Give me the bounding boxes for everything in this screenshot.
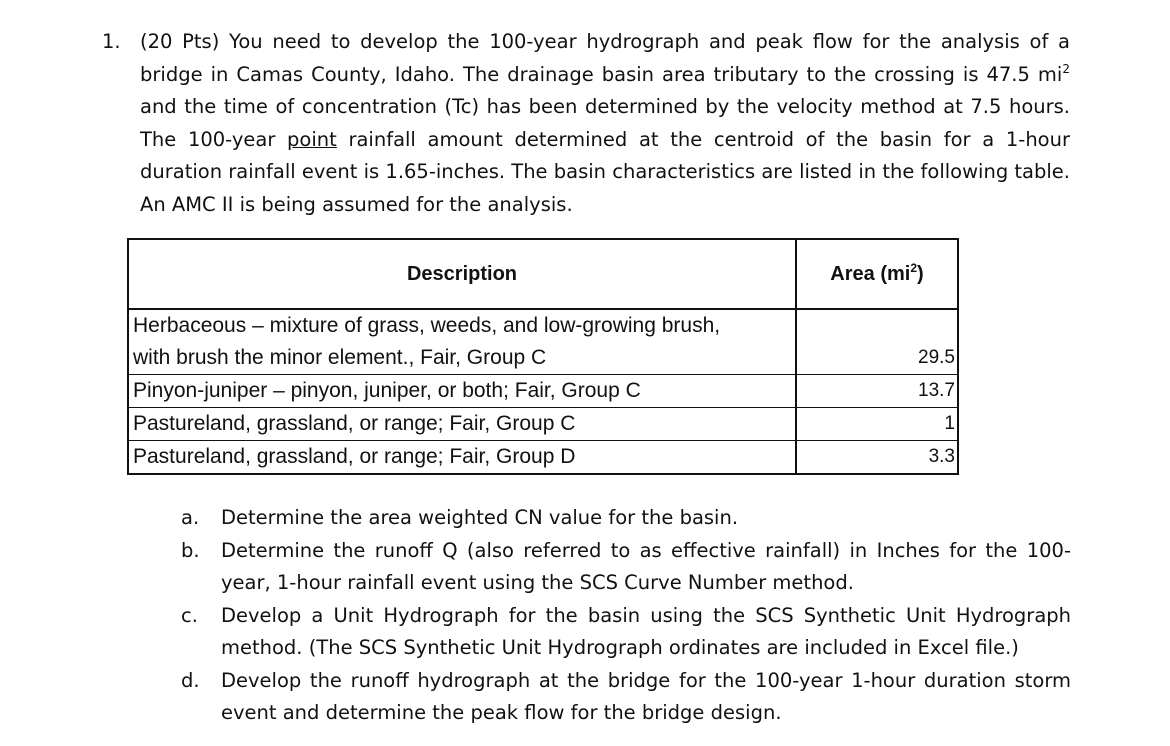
part-label: b. bbox=[181, 538, 200, 562]
table-header-row bbox=[128, 239, 958, 309]
row-description: Pastureland, grassland, or range; Fair, Group C bbox=[128, 408, 796, 441]
question-part-a bbox=[181, 502, 1071, 535]
problem-text-part2: and the time of concentration (Tc) has been determined by the velocity method at 7.5 hours. The 100-year bbox=[140, 95, 1070, 151]
row-area: 13.7 bbox=[796, 375, 958, 408]
table-row bbox=[128, 408, 958, 441]
row-area: 1 bbox=[796, 408, 958, 441]
table-row bbox=[128, 375, 958, 408]
row-area: 3.3 bbox=[796, 441, 958, 475]
table-row bbox=[128, 441, 958, 475]
row-area: 29.5 bbox=[796, 309, 958, 375]
area-header-close: ) bbox=[917, 262, 924, 285]
question-part-d bbox=[181, 665, 1071, 730]
area-header-superscript: 2 bbox=[910, 260, 918, 275]
row-description-line: Herbaceous – mixture of grass, weeds, and low-growing brush, bbox=[133, 314, 721, 337]
problem-text-superscript: 2 bbox=[1062, 61, 1070, 76]
problem-number: 1. bbox=[102, 30, 121, 53]
part-text: Develop the runoff hydrograph at the bridge for the 100-year 1-hour duration storm event and determine the peak flow for the bridge design. bbox=[221, 668, 1071, 724]
basin-characteristics-table bbox=[127, 238, 959, 475]
area-header bbox=[796, 239, 958, 309]
part-text: Determine the area weighted CN value for the basin. bbox=[221, 506, 739, 529]
table-row bbox=[128, 309, 958, 375]
question-part-b bbox=[181, 535, 1071, 600]
part-label: d. bbox=[181, 668, 200, 692]
description-header: Description bbox=[128, 239, 796, 309]
area-header-text: Area (mi bbox=[830, 262, 911, 285]
part-text: Determine the runoff Q (also referred to as effective rainfall) in Inches for the 100-year, 1-hour rainfall event using the SCS Curve Number method. bbox=[221, 538, 1071, 594]
problem-text-part3: rainfall amount determined at the centroid of the basin for a 1-hour duration rainfall event is 1.65-inches. The basin characteristics are listed in the following table. An AMC II is being assumed for the analysis. bbox=[140, 127, 1070, 216]
row-description-line: with brush the minor element., Fair, Group C bbox=[133, 346, 547, 369]
problem-text bbox=[140, 26, 1070, 221]
question-parts bbox=[181, 502, 1071, 730]
part-label: a. bbox=[181, 506, 200, 529]
problem-text-underlined: point bbox=[287, 127, 337, 151]
problem-text-part1: (20 Pts) You need to develop the 100-year hydrograph and peak flow for the analysis of a bridge in Camas County, Idaho. The drainage basin area tributary to the crossing is 47.5 mi bbox=[140, 30, 1070, 86]
row-description: Pinyon-juniper – pinyon, juniper, or both; Fair, Group C bbox=[128, 375, 796, 408]
question-part-c bbox=[181, 600, 1071, 665]
part-text: Develop a Unit Hydrograph for the basin using the SCS Synthetic Unit Hydrograph method. (The SCS Synthetic Unit Hydrograph ordinates are included in Excel file.) bbox=[221, 603, 1071, 659]
row-description bbox=[128, 309, 796, 375]
part-label: c. bbox=[181, 603, 198, 627]
row-description: Pastureland, grassland, or range; Fair, Group D bbox=[128, 441, 796, 475]
